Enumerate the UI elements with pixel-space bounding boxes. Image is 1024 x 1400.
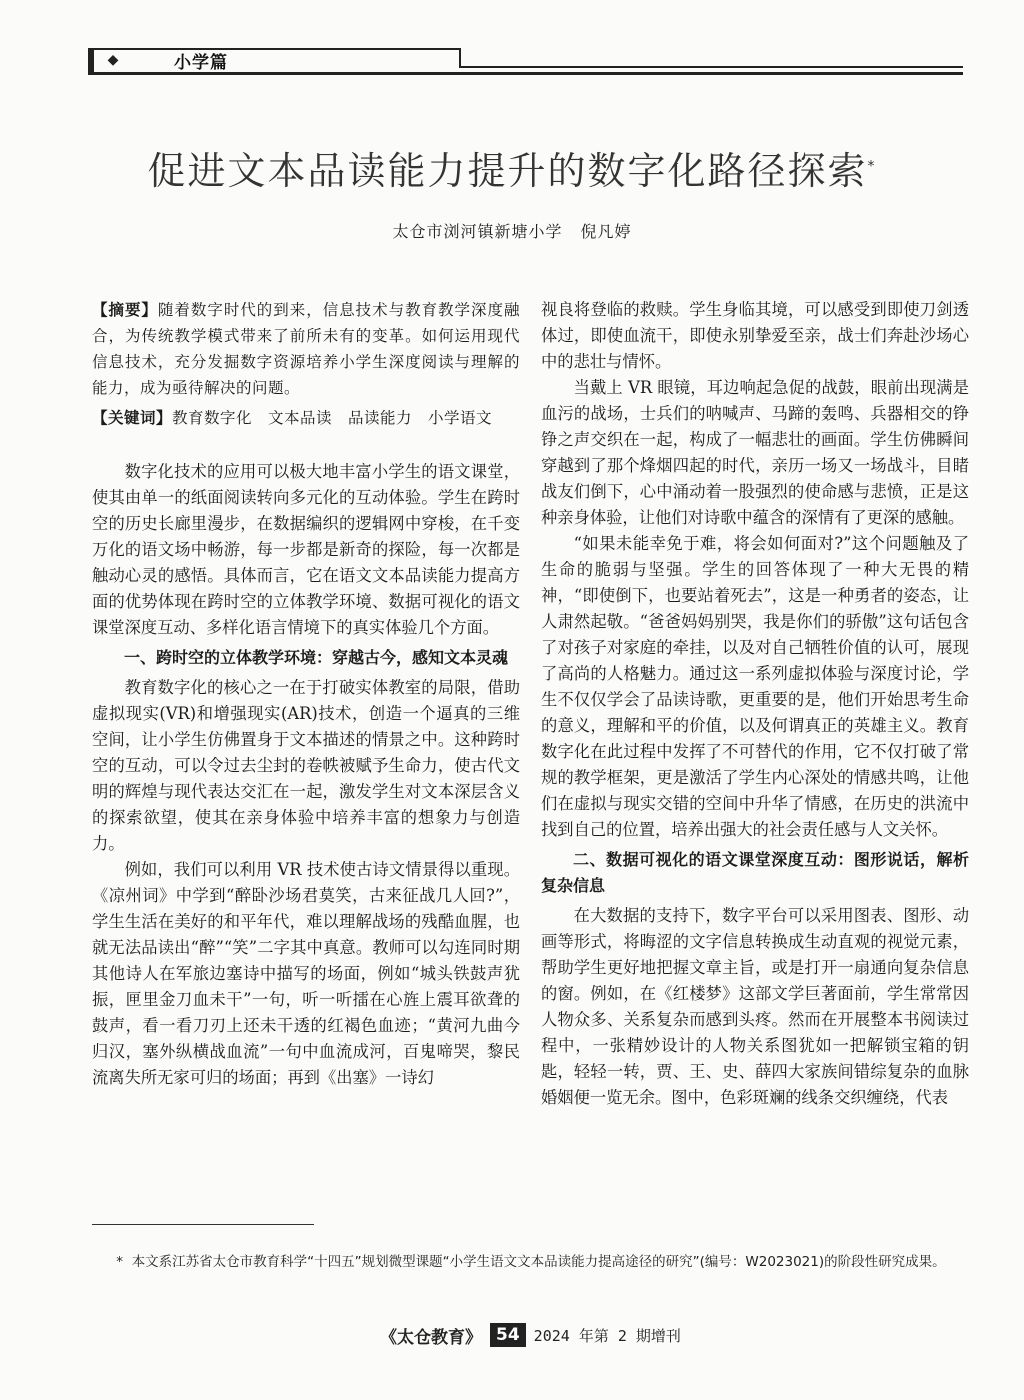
page-number: 54 bbox=[490, 1323, 526, 1347]
body-paragraph: 教育数字化的核心之一在于打破实体教室的局限，借助虚拟现实(VR)和增强现实(AR)技术，创造一个逼真的三维空间，让小学生仿佛置身于文本描述的情景之中。这种跨时空的互动，可以令过去尘封的卷帙被赋予生命力，使古代文明的辉煌与现代表达交汇在一起，激发学生对文本深层含义的探索欲望，使其在亲身体验中培养丰富的想象力与创造力。 bbox=[92, 678, 520, 853]
header-rule-divider bbox=[459, 48, 461, 68]
body-paragraph: 视良将登临的救赎。学生身临其境，可以感受到即使刀剑透体过，即使血流干，即使永别挚爱至亲，战士们奔赴沙场心中的悲壮与情怀。 bbox=[541, 300, 969, 371]
diamond-icon: ◆ bbox=[107, 52, 119, 68]
keywords bbox=[92, 405, 520, 431]
footnote bbox=[92, 1250, 964, 1274]
footnote-rule bbox=[92, 1224, 314, 1225]
abstract bbox=[92, 297, 520, 401]
keywords-text: 教育数字化 文本品读 品读能力 小学语文 bbox=[172, 409, 493, 427]
section-heading-2: 二、数据可视化的语文课堂深度互动：图形说话，解析复杂信息 bbox=[541, 850, 969, 895]
body-paragraph: 当戴上 VR 眼镜，耳边响起急促的战鼓，眼前出现满是血污的战场，士兵们的呐喊声、马蹄的轰鸣、兵器相交的铮铮之声交织在一起，构成了一幅悲壮的画面。学生仿佛瞬间穿越到了那个烽烟四起的时代，亲历一场又一场战斗，目睹战友们倒下，心中涌动着一股强烈的使命感与悲愤，正是这种亲身体验，让他们对诗歌中蕴含的深情有了更深的感触。 bbox=[541, 378, 969, 527]
article-title bbox=[0, 140, 1024, 195]
header-rule-top bbox=[88, 48, 460, 50]
byline bbox=[0, 219, 1024, 242]
header-bar-marker bbox=[88, 48, 94, 74]
body-paragraph: “如果未能幸免于难，将会如何面对?”这个问题触及了生命的脆弱与坚强。学生的回答体现了一种大无畏的精神，“即使倒下，也要站着死去”，这是一种勇者的姿态，让人肃然起敬。“爸爸妈妈别哭，我是你们的骄傲”这句话包含了对孩子对家庭的牵挂，以及对自己牺牲价值的认可，展现了高尚的人格魅力。通过这一系列虚拟体验与深度讨论，学生不仅仅学会了品读诗歌，更重要的是，他们开始思考生命的意义，理解和平的价值，以及何谓真正的英雄主义。教育数字化在此过程中发挥了不可替代的作用，它不仅打破了常规的教学框架，更是激活了学生内心深处的情感共鸣，让他们在虚拟与现实交错的空间中升华了情感，在历史的洪流中找到自己的位置，培养出强大的社会责任感与人文关怀。 bbox=[541, 534, 969, 839]
author-name: 倪凡婷 bbox=[580, 222, 632, 241]
section-gap bbox=[92, 431, 520, 459]
body-paragraph: 在大数据的支持下，数字平台可以采用图表、图形、动画等形式，将晦涩的文字信息转换成生动直观的视觉元素，帮助学生更好地把握文章主旨，或是打开一扇通向复杂信息的窗。例如，在《红楼梦》这部文学巨著面前，学生常常因人物众多、关系复杂而感到头疼。然而在开展整本书阅读过程中，一张精妙设计的人物关系图犹如一把解锁宝箱的钥匙，轻轻一转，贾、王、史、薛四大家族间错综复杂的血脉婚姻便一览无余。图中，色彩斑斓的线条交织缠绕，代表 bbox=[541, 906, 969, 1107]
column-right bbox=[541, 297, 969, 1111]
header-rule-right bbox=[460, 66, 963, 68]
keywords-label: 【关键词】 bbox=[92, 409, 173, 427]
title-footnote-mark: * bbox=[867, 158, 877, 175]
body-paragraph: 数字化技术的应用可以极大地丰富小学生的语文课堂，使其由单一的纸面阅读转向多元化的互动体验。学生在跨时空的历史长廊里漫步，在数据编织的逻辑网中穿梭，在千变万化的语文场中畅游，每一步都是新奇的探险，每一次都是触动心灵的感悟。具体而言，它在语文文本品读能力提高方面的优势体现在跨时空的立体教学环境、数据可视化的语文课堂深度互动、多样化语言情境下的真实体验几个方面。 bbox=[92, 462, 520, 637]
article-title-text: 促进文本品读能力提升的数字化路径探索 bbox=[147, 149, 868, 193]
body-paragraph: 例如，我们可以利用 VR 技术使古诗文情景得以重现。《凉州词》中学到“醉卧沙场君莫笑，古来征战几人回?”，学生生活在美好的和平年代，难以理解战场的残酷血腥，也就无法品读出“醉”“笑”二字其中真意。教师可以勾连同时期其他诗人在军旅边塞诗中描写的场面，例如“城头铁鼓声犹振，匣里金刀血未干”一句，听一听擂在心旌上震耳欲聋的鼓声，看一看刀刃上还未干透的红褐色血迹；“黄河九曲今归汉，塞外纵横战血流”一句中血流成河，百鬼啼哭，黎民流离失所无家可归的场面；再到《出塞》一诗幻 bbox=[92, 860, 520, 1087]
issue-label: 2024 年第 2 期增刊 bbox=[533, 1326, 681, 1345]
abstract-label: 【摘要】 bbox=[92, 301, 158, 319]
section-label: 小学篇 bbox=[174, 53, 228, 73]
column-left bbox=[92, 297, 520, 1091]
magazine-name: 《太仓教育》 bbox=[380, 1327, 482, 1348]
section-heading-1: 一、跨时空的立体教学环境：穿越古今，感知文本灵魂 bbox=[124, 648, 509, 667]
footnote-mark: * bbox=[116, 1254, 124, 1270]
footnote-text: 本文系江苏省太仓市教育科学“十四五”规划微型课题“小学生语文文本品读能力提高途径的研究”(编号：W2023021)的阶段性研究成果。 bbox=[131, 1254, 946, 1270]
abstract-text: 随着数字时代的到来，信息技术与教育教学深度融合，为传统教学模式带来了前所未有的变革。如何运用现代信息技术，充分发掘数字资源培养小学生深度阅读与理解的能力，成为亟待解决的问题。 bbox=[92, 301, 520, 397]
page-footer bbox=[380, 1320, 681, 1350]
author-affiliation: 太仓市浏河镇新塘小学 bbox=[392, 222, 563, 241]
